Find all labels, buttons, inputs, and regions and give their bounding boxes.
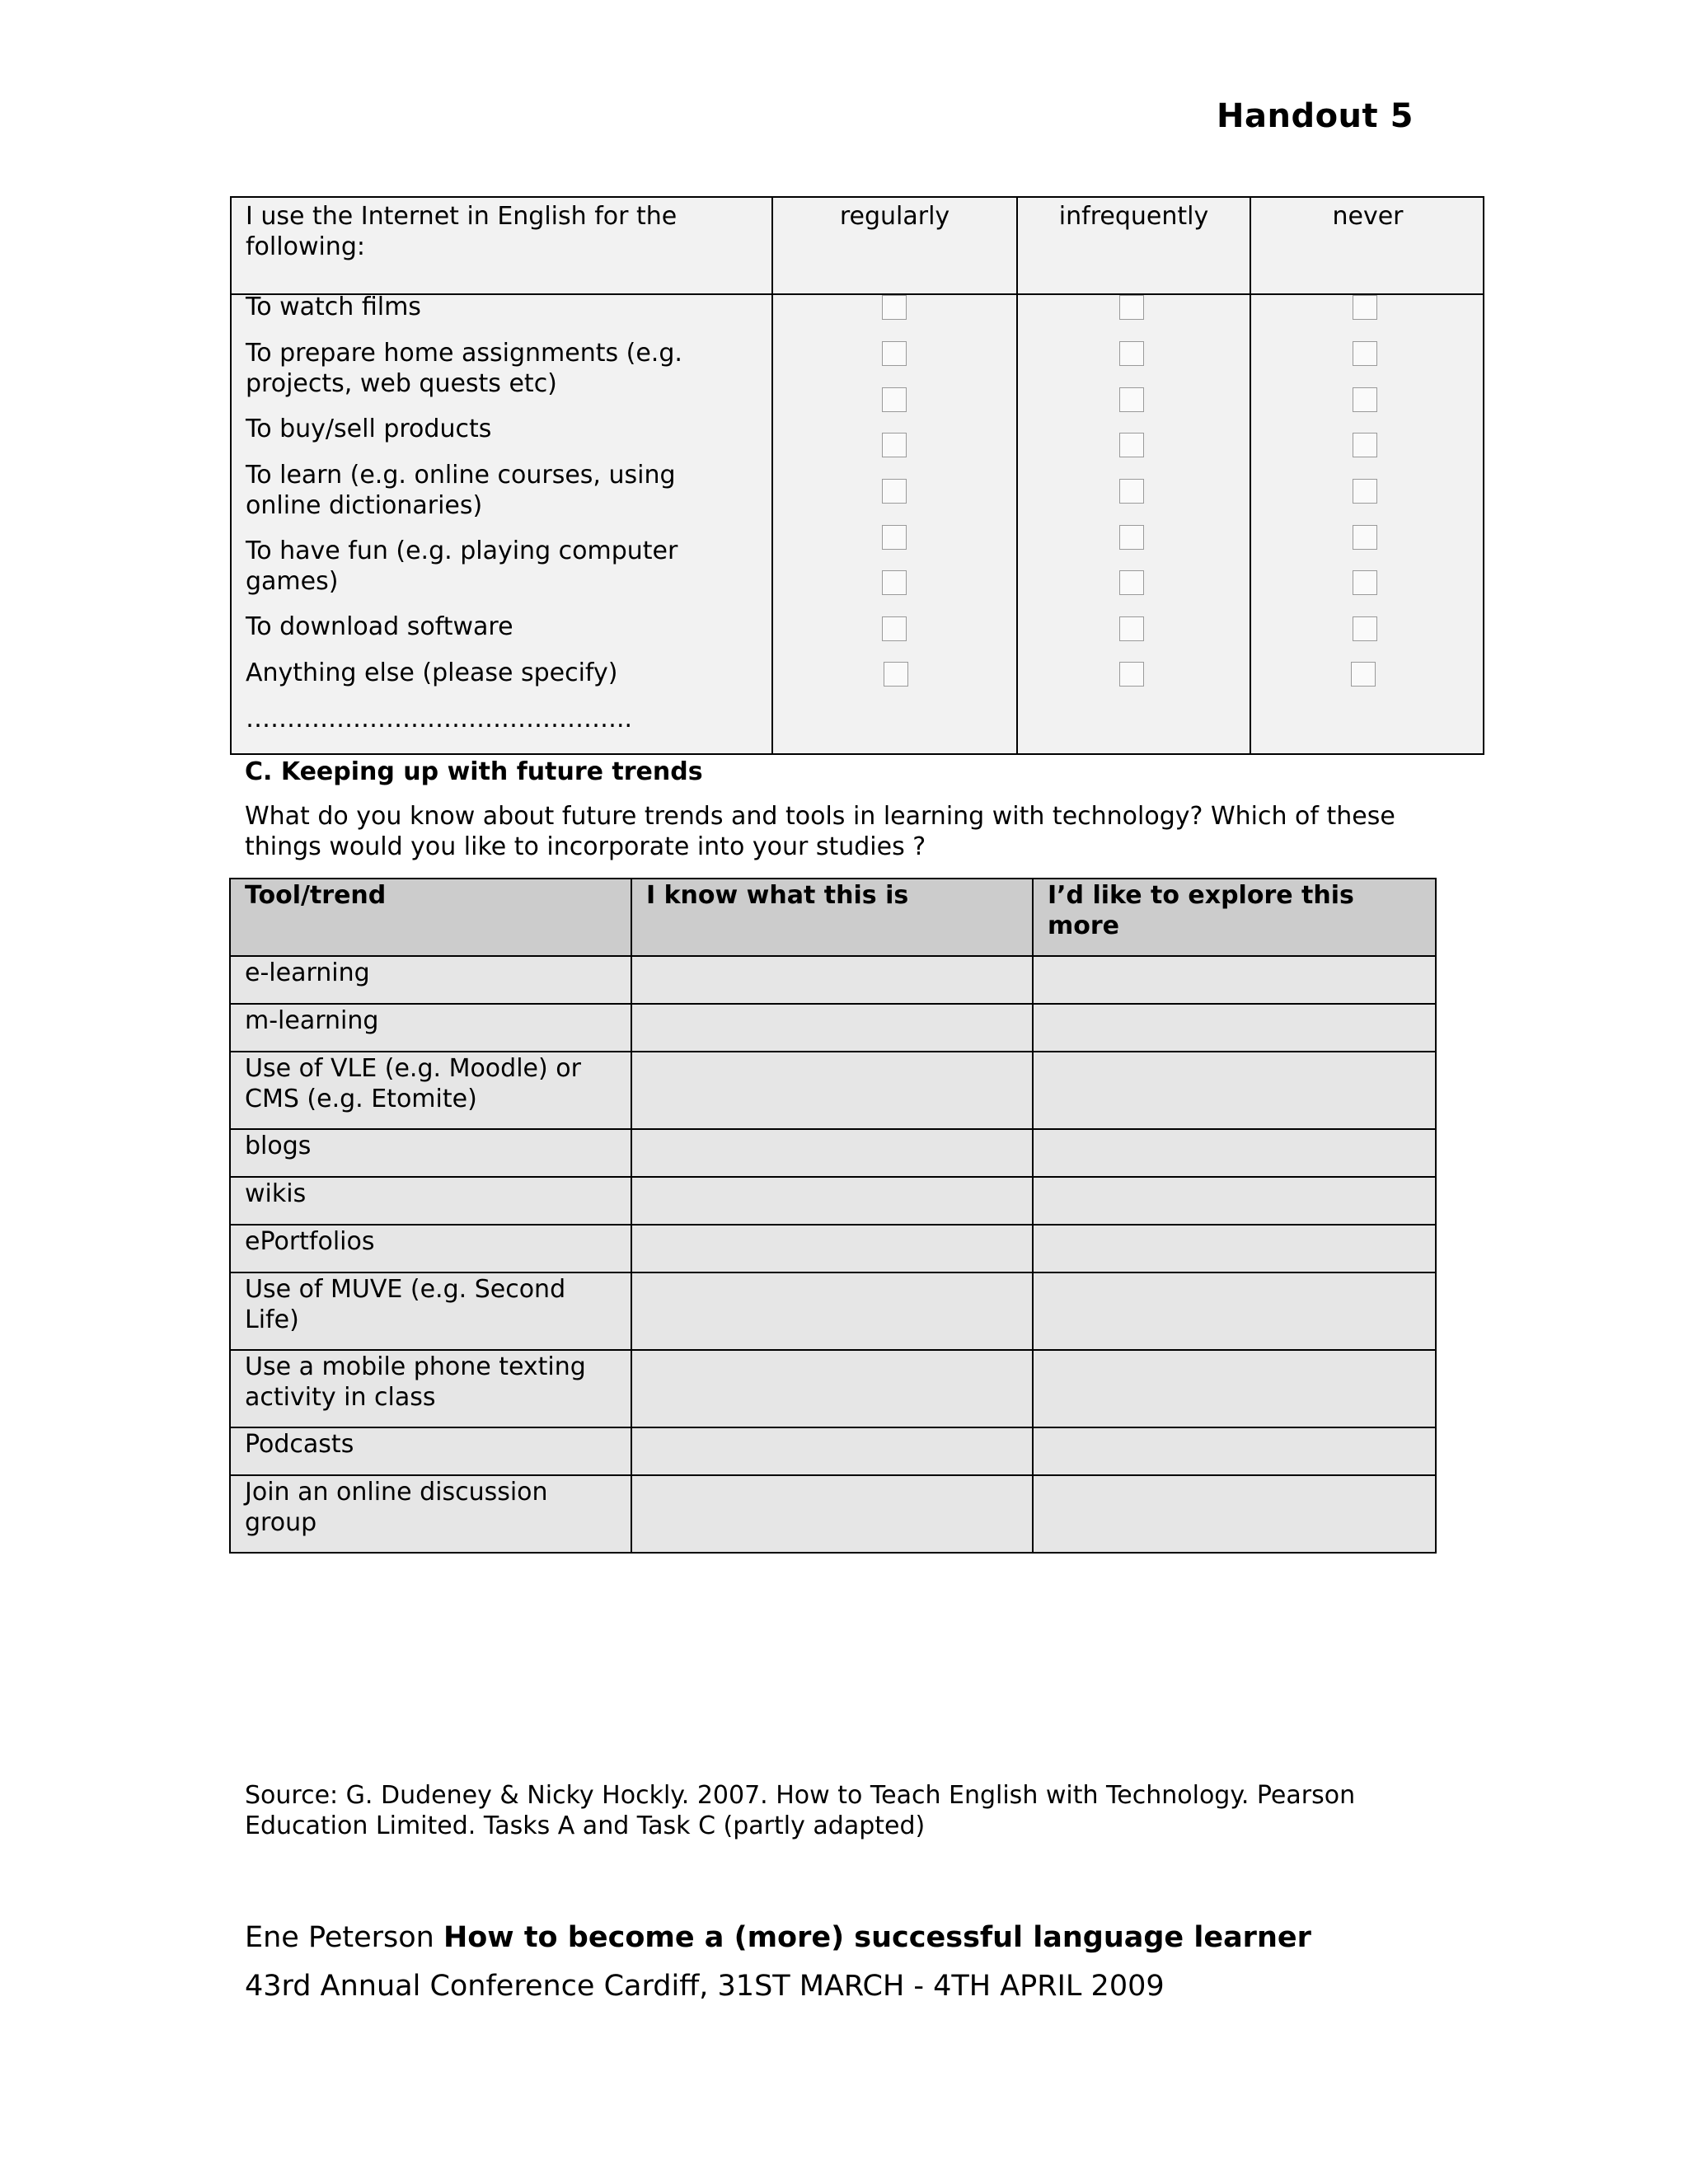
tool-name: e-learning (230, 956, 631, 1004)
table-row (230, 956, 1436, 1004)
know-cell[interactable] (631, 1225, 1033, 1272)
know-cell[interactable] (631, 1177, 1033, 1225)
tool-name: blogs (230, 1129, 631, 1177)
know-cell[interactable] (631, 1427, 1033, 1475)
section-c-title: C. Keeping up with future trends (245, 757, 703, 786)
explore-cell[interactable] (1033, 1272, 1436, 1350)
trends-table (229, 878, 1437, 1554)
know-cell[interactable] (631, 1052, 1033, 1129)
explore-cell[interactable] (1033, 956, 1436, 1004)
table-row (230, 1129, 1436, 1177)
table-row (230, 1004, 1436, 1052)
checkbox-never[interactable] (1353, 433, 1377, 457)
table-row (230, 1427, 1436, 1475)
checkbox-never[interactable] (1353, 616, 1377, 641)
conference-line: 43rd Annual Conference Cardiff, 31ST MARCH - 4TH APRIL 2009 (245, 1970, 1165, 2003)
column-divider (771, 198, 773, 753)
tool-name: Use of MUVE (e.g. Second Life) (230, 1272, 631, 1350)
tool-name: Podcasts (230, 1427, 631, 1475)
explore-cell[interactable] (1033, 1350, 1436, 1427)
checkbox-infrequently[interactable] (1119, 570, 1144, 595)
checkbox-regularly[interactable] (882, 295, 907, 320)
column-header-never: never (1332, 202, 1404, 231)
checkbox-infrequently[interactable] (1119, 341, 1144, 366)
know-cell[interactable] (631, 956, 1033, 1004)
checkbox-never[interactable] (1353, 341, 1377, 366)
table-row (230, 1475, 1436, 1553)
checkbox-never[interactable] (1353, 525, 1377, 550)
checkbox-infrequently[interactable] (1119, 387, 1144, 412)
checkbox-infrequently[interactable] (1119, 525, 1144, 550)
checkbox-regularly[interactable] (882, 525, 907, 550)
explore-cell[interactable] (1033, 1177, 1436, 1225)
checkbox-regularly[interactable] (882, 479, 907, 504)
activity-label: To learn (e.g. online courses, using online dictionaries) (246, 461, 676, 520)
explore-cell[interactable] (1033, 1225, 1436, 1272)
activity-label: To buy/sell products (246, 415, 492, 443)
column-divider (1016, 198, 1018, 753)
explore-cell[interactable] (1033, 1427, 1436, 1475)
tool-name: ePortfolios (230, 1225, 631, 1272)
table-row (230, 1350, 1436, 1427)
activity-label: To prepare home assignments (e.g. projects, web quests etc) (246, 339, 682, 398)
table-row (230, 1272, 1436, 1350)
column-divider (1250, 198, 1251, 753)
checkbox-regularly[interactable] (882, 616, 907, 641)
explore-cell[interactable] (1033, 1475, 1436, 1553)
tool-name: Use a mobile phone texting activity in class (230, 1350, 631, 1427)
source-citation: Source: G. Dudeney & Nicky Hockly. 2007. How to Teach English with Technology. Pearson Education Limited. Tasks A and Task C (partly adapted) (245, 1781, 1356, 1840)
table-row (230, 1225, 1436, 1272)
checkbox-never[interactable] (1353, 387, 1377, 412)
checkbox-regularly[interactable] (882, 341, 907, 366)
activity-label: To download software (246, 612, 513, 641)
table-row (230, 1052, 1436, 1129)
tool-name: m-learning (230, 1004, 631, 1052)
column-header-infrequently: infrequently (1058, 202, 1209, 231)
author-line (245, 1920, 1311, 1955)
checkbox-regularly[interactable] (882, 570, 907, 595)
explore-cell[interactable] (1033, 1052, 1436, 1129)
explore-cell[interactable] (1033, 1004, 1436, 1052)
checkbox-infrequently[interactable] (1119, 433, 1144, 457)
tool-name: wikis (230, 1177, 631, 1225)
checkbox-regularly[interactable] (882, 387, 907, 412)
talk-title: How to become a (more) successful language learner (443, 1921, 1311, 1954)
header-tool-trend: Tool/trend (230, 879, 631, 956)
activity-label: Anything else (please specify) (246, 658, 618, 687)
checkbox-infrequently[interactable] (1119, 662, 1144, 687)
checkbox-infrequently[interactable] (1119, 479, 1144, 504)
table-row (230, 1177, 1436, 1225)
checkbox-infrequently[interactable] (1119, 616, 1144, 641)
column-header-regularly: regularly (839, 202, 950, 231)
checkbox-never[interactable] (1353, 570, 1377, 595)
explore-cell[interactable] (1033, 1129, 1436, 1177)
header-know-what-this-is: I know what this is (631, 879, 1033, 956)
know-cell[interactable] (631, 1272, 1033, 1350)
know-cell[interactable] (631, 1350, 1033, 1427)
checkbox-regularly[interactable] (884, 662, 908, 687)
tool-name: Join an online discussion group (230, 1475, 631, 1553)
know-cell[interactable] (631, 1004, 1033, 1052)
activity-label: To watch films (246, 293, 421, 321)
checkbox-never[interactable] (1353, 479, 1377, 504)
checkbox-never[interactable] (1351, 662, 1376, 687)
activity-label: To have fun (e.g. playing computer games) (246, 537, 678, 596)
internet-usage-table (230, 196, 1484, 755)
header-explore-more: I’d like to explore this more (1033, 879, 1436, 956)
checkbox-infrequently[interactable] (1119, 295, 1144, 320)
author-name: Ene Peterson (245, 1921, 434, 1954)
tool-name: Use of VLE (e.g. Moodle) or CMS (e.g. Etomite) (230, 1052, 631, 1129)
know-cell[interactable] (631, 1129, 1033, 1177)
specify-dotted-line: ……………………………………….. (246, 705, 633, 733)
checkbox-regularly[interactable] (882, 433, 907, 457)
handout-title: Handout 5 (1217, 97, 1414, 135)
know-cell[interactable] (631, 1475, 1033, 1553)
question-header: I use the Internet in English for the following: (246, 202, 678, 261)
section-c-description: What do you know about future trends and tools in learning with technology? Which of these things would you like to incorporate into your studies ? (245, 802, 1395, 861)
checkbox-never[interactable] (1353, 295, 1377, 320)
